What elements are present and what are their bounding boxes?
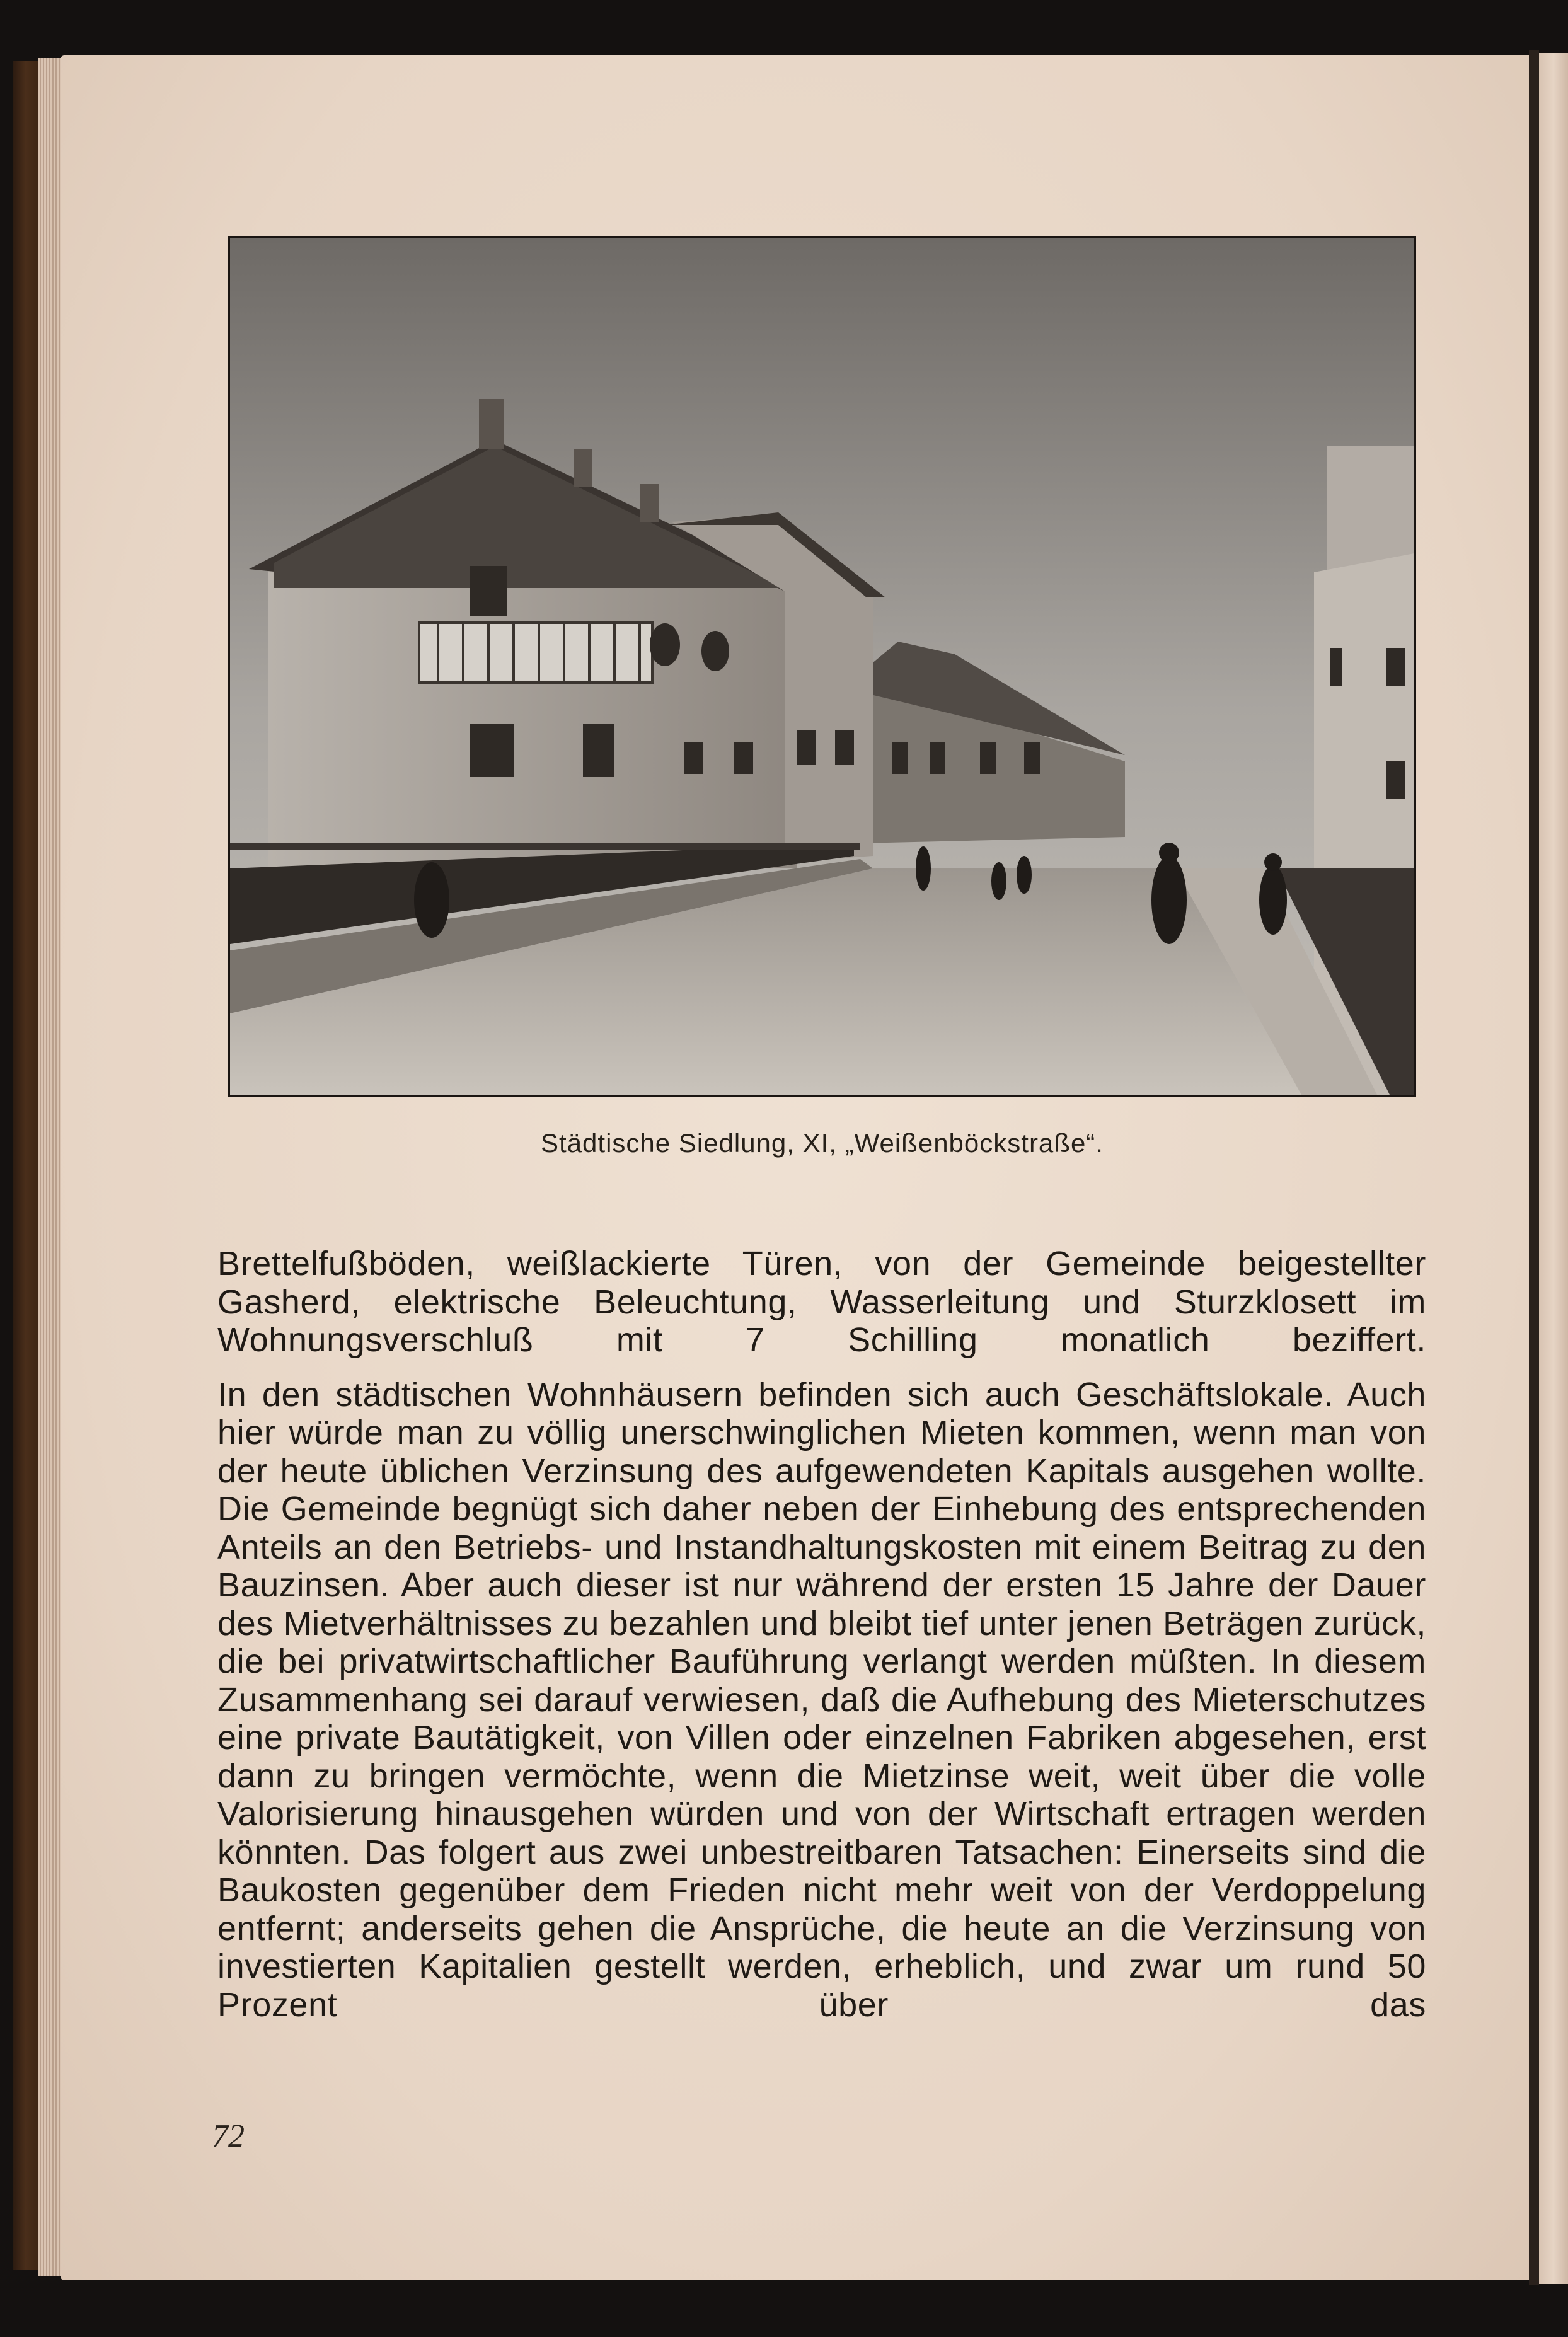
page-number: 72 xyxy=(212,2118,245,2154)
facing-page-edge xyxy=(1539,53,1568,2284)
book-gutter xyxy=(1529,50,1539,2285)
street-photograph xyxy=(228,236,1416,1097)
photo-caption: Städtische Siedlung, XI, „Weißenböckstraße“. xyxy=(541,1128,1104,1158)
paragraph: In den städtischen Wohnhäusern befinden sich auch Geschäftslokale. Auch hier würde man zu völlig unerschwinglichen Mieten kommen, wenn man von der heute üblichen Verzinsung des aufgewendeten Kapitals ausgehen wollte. Die Gemeinde begnügt sich daher neben der Einhebung des entsprechenden Anteils an den Betriebs- und Instandhaltungskosten mit einem Beitrag zu den Bauzinsen. Aber auch dieser ist nur während der ersten 15 Jahre der Dauer des Mietverhältnisses zu bezahlen und bleibt tief unter jenen Beträgen zurück, die bei privatwirtschaftlicher Bauführung verlangt werden müßten. In diesem Zusammenhang sei darauf verwiesen, daß die Aufhebung des Mieterschutzes eine private Bautätigkeit, von Villen oder einzelnen Fabriken abgesehen, erst dann zu bringen vermöchte, wenn die Mietzinse weit, weit über die volle Valorisierung hinausgehen würden und von der Wirtschaft ertragen werden könnten. Das folgert aus zwei unbestreitbaren Tatsachen: Einerseits sind die Baukosten gegenüber dem Frieden nicht mehr weit von der Verdoppelung entfernt; anderseits gehen die Ansprüche, die heute an die Verzinsung von investierten Kapitalien gestellt werden, erheblich, und zwar um rund 50 Prozent über das xyxy=(217,1375,1426,2024)
paragraph: Brettelfußböden, weißlackierte Türen, von der Gemeinde beigestellter Gasherd, elektrische Beleuchtung, Wasserleitung und Sturzklosett im Wohnungsverschluß mit 7 Schilling monatlich beziffert. xyxy=(217,1245,1426,1359)
page-edges xyxy=(38,58,63,2276)
body-text xyxy=(217,1245,1426,2024)
